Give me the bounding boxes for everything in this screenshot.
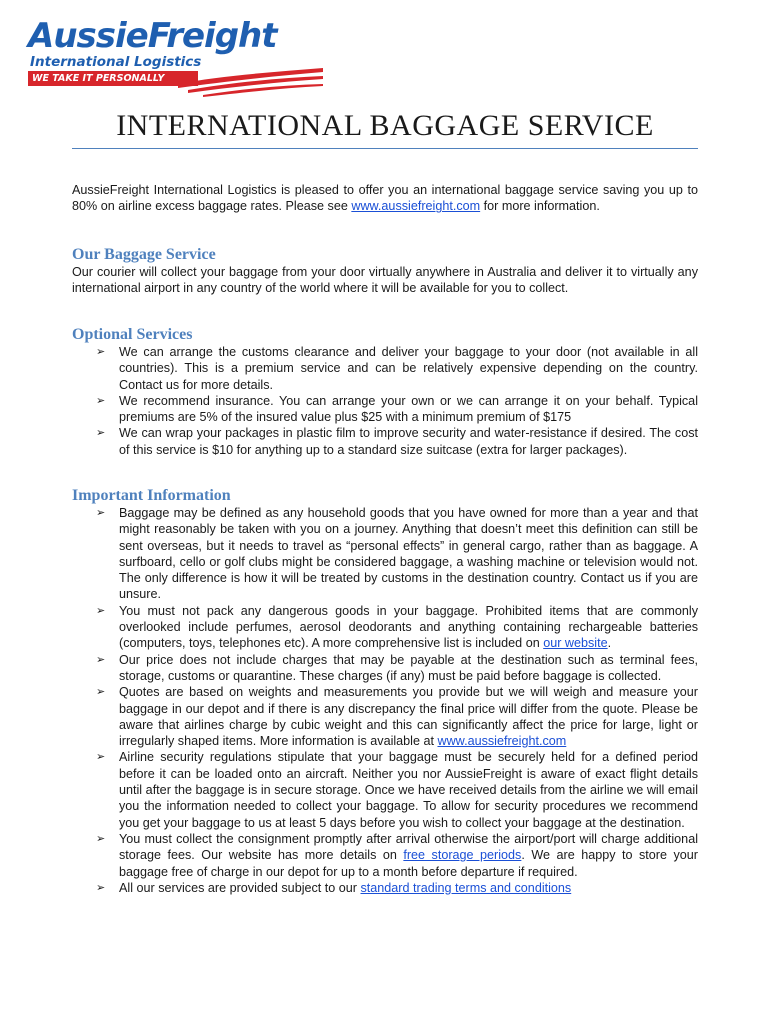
list-item: ➢ Baggage may be defined as any household goods that you have owned for more than a year and that might reasonably be taken with you on a journey. Anything that doesn’t meet this definition can still be sent overseas, but it needs to travel as “personal effects” in general cargo, rather than as baggage. A surfboard, cello or golf clubs might be considered baggage, a washing machine or television would not. The only difference is how it will be treated by customs in the destination country. Contact us if you are unsure. (96, 506, 698, 602)
list-item: ➢ We can wrap your packages in plastic film to improve security and water-resistance if desired. The cost of this service is $10 for anything up to a standard size suitcase (extra for larger packages). (96, 426, 698, 457)
arrow-bullet-icon: ➢ (96, 507, 106, 519)
list-item: ➢ We can arrange the customs clearance and deliver your baggage to your door (not available in all countries). This is a premium service and can be relatively expensive depending on the country. Contact us for more details. (96, 345, 698, 392)
free-storage-periods-link[interactable]: free storage periods (403, 848, 522, 863)
list-item: ➢ All our services are provided subject to our standard trading terms and conditions (96, 880, 572, 895)
list-item: ➢ Quotes are based on weights and measurements you provide but we will weigh and measure your baggage in our depot and if there is any discrepancy the final price will differ from the quote. Please be aware that airlines charge by cubic weight and this can significantly affect the price for large, light or irregularly shaped items. More information is available at www.aussiefreight.com (96, 685, 698, 749)
optional-services-list (96, 344, 698, 458)
page-title: INTERNATIONAL BAGGAGE SERVICE (116, 109, 654, 142)
arrow-bullet-icon: ➢ (96, 427, 106, 440)
baggage-service-paragraph: Our courier will collect your baggage from your door virtually anywhere in Australia and deliver it to virtually any international airport in any country of the world where it will be available for you to collect. (72, 265, 698, 296)
logo-tagline: WE TAKE IT PERSONALLY (28, 71, 198, 86)
logo-swoosh-graphic (178, 66, 323, 98)
arrow-bullet-icon: ➢ (96, 604, 106, 617)
our-website-link[interactable]: our website (543, 636, 608, 651)
title-divider (72, 148, 698, 149)
arrow-bullet-icon: ➢ (96, 832, 106, 845)
heading-optional-services: Optional Services (72, 326, 193, 343)
logo-subtitle: International Logistics (30, 54, 202, 70)
arrow-bullet-icon: ➢ (96, 751, 106, 764)
list-item: ➢ You must collect the consignment promptly after arrival otherwise the airport/port will charge additional storage fees. Our website has more details on free storage periods. We are happy to store your baggage free of charge in our depot for up to a month before departure if required. (96, 831, 698, 879)
arrow-bullet-icon: ➢ (96, 346, 106, 358)
important-information-list (96, 505, 698, 896)
list-item: ➢ Our price does not include charges that may be payable at the destination such as terminal fees, storage, customs or quarantine. These charges (if any) must be paid before baggage is collected. (96, 652, 698, 683)
list-item: ➢ Airline security regulations stipulate that your baggage must be securely held for a defined period before it can be loaded onto an aircraft. Neither you nor AussieFreight is aware of exact flight details until after the baggage is in secure storage. Once we have received details from the airline we will email you the information needed to collect your baggage. To allow for security procedures we recommend you get your baggage to us at least 5 days before you wish to collect your baggage at the destination. (96, 750, 698, 830)
terms-and-conditions-link[interactable]: standard trading terms and conditions (360, 880, 572, 895)
heading-baggage-service: Our Baggage Service (72, 246, 216, 263)
arrow-bullet-icon: ➢ (96, 653, 106, 666)
heading-important-information: Important Information (72, 487, 231, 504)
arrow-bullet-icon: ➢ (96, 881, 106, 894)
arrow-bullet-icon: ➢ (96, 394, 106, 407)
arrow-bullet-icon: ➢ (96, 686, 106, 699)
logo-wordmark: AussieFreight (28, 16, 277, 56)
intro-paragraph: AussieFreight International Logistics is pleased to offer you an international baggage service saving you up to 80% on airline excess baggage rates. Please see www.aussiefreight.com for more information. (72, 183, 698, 214)
company-logo (28, 16, 308, 96)
list-item: ➢ We recommend insurance. You can arrange your own or we can arrange it on your behalf. Typical premiums are 5% of the insured value plus $25 with a minimum premium of $175 (96, 393, 698, 425)
more-information-link[interactable]: www.aussiefreight.com (437, 734, 567, 749)
list-item: ➢ You must not pack any dangerous goods in your baggage. Prohibited items that are commonly overlooked include perfumes, aerosol deodorants and anything containing rechargeable batteries (computers, toys, telephones etc). A more comprehensive list is included on our website. (96, 603, 698, 651)
intro-website-link[interactable]: www.aussiefreight.com (351, 199, 481, 214)
